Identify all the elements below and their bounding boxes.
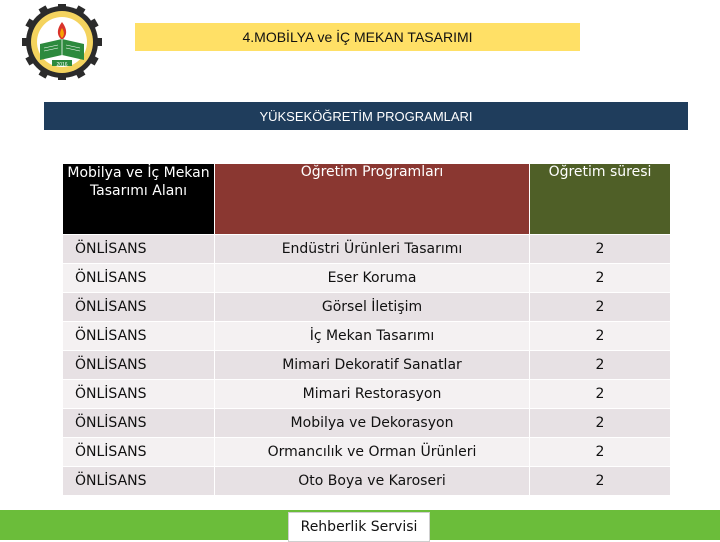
table-header-row bbox=[63, 164, 671, 235]
cell-level: ÖNLİSANS bbox=[63, 235, 215, 264]
cell-level: ÖNLİSANS bbox=[63, 351, 215, 380]
cell-program: Mimari Dekoratif Sanatlar bbox=[215, 351, 530, 380]
cell-program: Mimari Restorasyon bbox=[215, 380, 530, 409]
cell-duration: 2 bbox=[530, 409, 671, 438]
column-header-field: Mobilya ve İç Mekan Tasarımı Alanı bbox=[63, 164, 215, 235]
table-row bbox=[63, 235, 671, 264]
logo-year: 2016 bbox=[56, 62, 68, 68]
cell-program: Görsel İletişim bbox=[215, 293, 530, 322]
cell-level: ÖNLİSANS bbox=[63, 467, 215, 496]
cell-duration: 2 bbox=[530, 293, 671, 322]
cell-level: ÖNLİSANS bbox=[63, 438, 215, 467]
footer-label: Rehberlik Servisi bbox=[288, 512, 430, 542]
cell-level: ÖNLİSANS bbox=[63, 293, 215, 322]
cell-duration: 2 bbox=[530, 380, 671, 409]
section-subtitle: YÜKSEKÖĞRETİM PROGRAMLARI bbox=[44, 102, 688, 130]
cell-duration: 2 bbox=[530, 351, 671, 380]
page-title: 4.MOBİLYA ve İÇ MEKAN TASARIMI bbox=[135, 23, 580, 51]
cell-duration: 2 bbox=[530, 264, 671, 293]
table-row bbox=[63, 264, 671, 293]
table-row bbox=[63, 467, 671, 496]
table-row bbox=[63, 380, 671, 409]
cell-program: Eser Koruma bbox=[215, 264, 530, 293]
cell-level: ÖNLİSANS bbox=[63, 264, 215, 293]
cell-duration: 2 bbox=[530, 322, 671, 351]
cell-level: ÖNLİSANS bbox=[63, 409, 215, 438]
cell-program: Oto Boya ve Karoseri bbox=[215, 467, 530, 496]
cell-duration: 2 bbox=[530, 235, 671, 264]
cell-duration: 2 bbox=[530, 467, 671, 496]
cell-level: ÖNLİSANS bbox=[63, 322, 215, 351]
table-row bbox=[63, 409, 671, 438]
column-header-duration: Öğretim süresi bbox=[530, 164, 671, 235]
cell-level: ÖNLİSANS bbox=[63, 380, 215, 409]
cell-program: Mobilya ve Dekorasyon bbox=[215, 409, 530, 438]
table-row bbox=[63, 438, 671, 467]
cell-program: Ormancılık ve Orman Ürünleri bbox=[215, 438, 530, 467]
table-row bbox=[63, 322, 671, 351]
programs-table bbox=[62, 163, 671, 496]
cell-duration: 2 bbox=[530, 438, 671, 467]
column-header-programs: Öğretim Programları bbox=[215, 164, 530, 235]
table-row bbox=[63, 293, 671, 322]
institution-logo bbox=[6, 4, 118, 80]
institution-seal-logo-icon bbox=[6, 4, 118, 80]
cell-program: Endüstri Ürünleri Tasarımı bbox=[215, 235, 530, 264]
cell-program: İç Mekan Tasarımı bbox=[215, 322, 530, 351]
table-row bbox=[63, 351, 671, 380]
